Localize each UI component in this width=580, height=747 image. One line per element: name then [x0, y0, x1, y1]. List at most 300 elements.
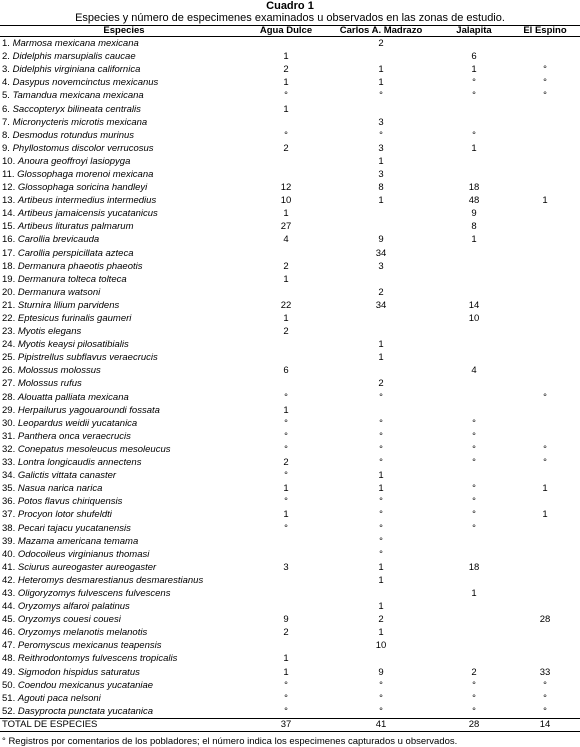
species-name: Dermanura tolteca tolteca — [17, 273, 127, 285]
count-agua-dulce: 2 — [283, 326, 289, 338]
count-el-espino: 33 — [539, 666, 551, 678]
count-jalapita — [438, 535, 510, 548]
table-row — [0, 273, 580, 286]
count-agua-dulce — [248, 247, 324, 260]
species-name: Myotis keaysi pilosatibialis — [17, 339, 129, 351]
species-cell — [0, 168, 248, 181]
row-number: 22. — [2, 313, 16, 325]
species-cell — [0, 443, 248, 456]
count-el-espino: ° — [543, 679, 547, 691]
table-row — [0, 482, 580, 495]
count-carlos-madrazo: ° — [379, 496, 383, 508]
species-cell — [0, 89, 248, 102]
table-row — [0, 561, 580, 574]
total-el-espino: 14 — [510, 718, 580, 731]
count-agua-dulce: ° — [284, 443, 288, 455]
total-row — [0, 718, 580, 731]
row-number: 52. — [2, 705, 16, 717]
count-jalapita — [438, 600, 510, 613]
count-el-espino — [510, 469, 580, 482]
count-jalapita: ° — [472, 129, 476, 141]
species-cell — [0, 37, 248, 51]
count-jalapita — [438, 574, 510, 587]
row-number: 5. — [2, 90, 10, 102]
row-number: 42. — [2, 574, 16, 586]
row-number: 28. — [2, 391, 16, 403]
count-agua-dulce: 1 — [283, 404, 289, 416]
row-number: 19. — [2, 273, 16, 285]
count-carlos-madrazo — [324, 273, 438, 286]
count-jalapita: 1 — [471, 587, 477, 599]
count-carlos-madrazo: 1 — [378, 155, 384, 167]
count-agua-dulce: ° — [284, 679, 288, 691]
species-cell — [0, 233, 248, 246]
count-jalapita — [438, 351, 510, 364]
species-name: Tamandua mexicana mexicana — [12, 90, 144, 102]
count-agua-dulce: ° — [284, 705, 288, 717]
row-number: 44. — [2, 601, 16, 613]
count-el-espino — [510, 247, 580, 260]
table-row — [0, 351, 580, 364]
species-cell — [0, 666, 248, 679]
table-row — [0, 626, 580, 639]
row-number: 23. — [2, 326, 16, 338]
species-cell — [0, 63, 248, 76]
species-cell — [0, 102, 248, 115]
count-el-espino — [510, 548, 580, 561]
count-agua-dulce — [248, 600, 324, 613]
row-number: 12. — [2, 182, 16, 194]
row-number: 20. — [2, 286, 16, 298]
species-name: Pipistrellus subflavus veraecrucis — [17, 352, 158, 364]
count-jalapita: 4 — [471, 365, 477, 377]
row-number: 30. — [2, 417, 16, 429]
count-jalapita — [438, 377, 510, 390]
count-jalapita: ° — [472, 430, 476, 442]
count-jalapita: 1 — [471, 234, 477, 246]
count-agua-dulce — [248, 116, 324, 129]
species-cell — [0, 548, 248, 561]
count-el-espino: ° — [543, 77, 547, 89]
count-agua-dulce: 2 — [283, 142, 289, 154]
table-row — [0, 76, 580, 89]
table-row — [0, 260, 580, 273]
count-jalapita — [438, 155, 510, 168]
row-number: 6. — [2, 103, 10, 115]
count-el-espino — [510, 377, 580, 390]
count-carlos-madrazo: ° — [379, 417, 383, 429]
count-carlos-madrazo: 1 — [378, 627, 384, 639]
species-cell — [0, 679, 248, 692]
table-row — [0, 600, 580, 613]
count-carlos-madrazo: ° — [379, 679, 383, 691]
header-carlos-madrazo: Carlos A. Madrazo — [324, 26, 438, 37]
species-name: Glossophaga soricina handleyi — [17, 182, 148, 194]
count-el-espino — [510, 102, 580, 115]
count-agua-dulce: ° — [284, 470, 288, 482]
count-el-espino — [510, 207, 580, 220]
count-jalapita — [438, 273, 510, 286]
row-number: 39. — [2, 535, 16, 547]
count-jalapita — [438, 639, 510, 652]
count-carlos-madrazo: ° — [379, 692, 383, 704]
count-el-espino — [510, 299, 580, 312]
count-carlos-madrazo: ° — [379, 391, 383, 403]
count-agua-dulce: 1 — [283, 313, 289, 325]
header-jalapita: Jalapita — [438, 26, 510, 37]
count-el-espino — [510, 561, 580, 574]
species-name: Myotis elegans — [17, 326, 82, 338]
row-number: 18. — [2, 260, 16, 272]
row-number: 21. — [2, 299, 16, 311]
count-carlos-madrazo: ° — [379, 443, 383, 455]
table-row — [0, 63, 580, 76]
count-el-espino — [510, 338, 580, 351]
table-row — [0, 495, 580, 508]
count-jalapita — [438, 116, 510, 129]
count-agua-dulce: 1 — [283, 208, 289, 220]
row-number: 4. — [2, 77, 10, 89]
species-cell — [0, 508, 248, 521]
row-number: 7. — [2, 116, 10, 128]
count-jalapita: 1 — [471, 142, 477, 154]
count-agua-dulce — [248, 168, 324, 181]
count-el-espino — [510, 404, 580, 417]
row-number: 10. — [2, 155, 16, 167]
species-cell — [0, 417, 248, 430]
table-row — [0, 37, 580, 51]
count-el-espino: 1 — [542, 195, 548, 207]
species-name: Galictis vittata canaster — [17, 470, 117, 482]
table-row — [0, 102, 580, 115]
table-row — [0, 652, 580, 665]
count-jalapita: ° — [472, 457, 476, 469]
species-cell — [0, 364, 248, 377]
row-number: 32. — [2, 443, 16, 455]
species-name: Didelphis marsupialis caucae — [12, 51, 136, 63]
table-row — [0, 377, 580, 390]
table-row — [0, 247, 580, 260]
species-cell — [0, 430, 248, 443]
total-jalapita: 28 — [438, 718, 510, 731]
table-row — [0, 417, 580, 430]
count-agua-dulce: 9 — [283, 614, 289, 626]
row-number: 49. — [2, 666, 16, 678]
species-name: Sciurus aureogaster aureogaster — [17, 561, 157, 573]
table-row — [0, 155, 580, 168]
count-agua-dulce — [248, 37, 324, 51]
count-el-espino — [510, 312, 580, 325]
table-row — [0, 220, 580, 233]
count-carlos-madrazo: 2 — [378, 378, 384, 390]
row-number: 8. — [2, 129, 10, 141]
count-jalapita — [438, 286, 510, 299]
species-cell — [0, 587, 248, 600]
count-carlos-madrazo: 1 — [378, 470, 384, 482]
count-carlos-madrazo — [324, 587, 438, 600]
count-jalapita — [438, 37, 510, 51]
count-jalapita — [438, 626, 510, 639]
count-carlos-madrazo: 1 — [378, 352, 384, 364]
total-agua-dulce: 37 — [248, 718, 324, 731]
species-name: Glossophaga morenoi mexicana — [17, 168, 154, 180]
count-jalapita: ° — [472, 679, 476, 691]
count-carlos-madrazo: 1 — [378, 77, 384, 89]
species-name: Procyon lotor shufeldti — [17, 509, 112, 521]
table-row — [0, 299, 580, 312]
count-jalapita — [438, 325, 510, 338]
row-number: 11. — [2, 168, 15, 180]
count-agua-dulce — [248, 377, 324, 390]
header-agua-dulce: Agua Dulce — [248, 26, 324, 37]
count-jalapita — [438, 404, 510, 417]
row-number: 51. — [2, 692, 16, 704]
count-agua-dulce: ° — [284, 496, 288, 508]
count-carlos-madrazo: 1 — [378, 64, 384, 76]
species-cell — [0, 482, 248, 495]
species-cell — [0, 260, 248, 273]
species-cell — [0, 76, 248, 89]
table-row — [0, 168, 580, 181]
table-row — [0, 391, 580, 404]
species-cell — [0, 639, 248, 652]
count-agua-dulce: 12 — [280, 182, 292, 194]
count-agua-dulce: ° — [284, 430, 288, 442]
species-cell — [0, 600, 248, 613]
count-carlos-madrazo: 3 — [378, 168, 384, 180]
species-name: Desmodus rotundus murinus — [12, 129, 135, 141]
count-carlos-madrazo: ° — [379, 509, 383, 521]
count-agua-dulce: 2 — [283, 457, 289, 469]
species-name: Panthera onca veraecrucis — [17, 430, 131, 442]
species-cell — [0, 652, 248, 665]
count-agua-dulce: 2 — [283, 260, 289, 272]
count-jalapita: ° — [472, 417, 476, 429]
species-cell — [0, 325, 248, 338]
species-name: Oryzomys melanotis melanotis — [17, 627, 148, 639]
count-carlos-madrazo: 1 — [378, 601, 384, 613]
count-carlos-madrazo — [324, 312, 438, 325]
count-agua-dulce — [248, 286, 324, 299]
species-cell — [0, 273, 248, 286]
count-el-espino: ° — [543, 391, 547, 403]
table-row — [0, 535, 580, 548]
table-row — [0, 338, 580, 351]
count-jalapita: 8 — [471, 221, 477, 233]
count-carlos-madrazo: ° — [379, 457, 383, 469]
count-el-espino — [510, 142, 580, 155]
count-el-espino — [510, 495, 580, 508]
count-agua-dulce: ° — [284, 692, 288, 704]
count-jalapita: 10 — [468, 313, 480, 325]
table-subtitle: Especies y número de especimenes examinados u observados en las zonas de estudio. — [75, 12, 505, 24]
table-row — [0, 508, 580, 521]
table-row — [0, 142, 580, 155]
table-row — [0, 50, 580, 63]
count-carlos-madrazo — [324, 404, 438, 417]
count-jalapita: 48 — [468, 195, 480, 207]
table-row — [0, 233, 580, 246]
count-agua-dulce: ° — [284, 391, 288, 403]
species-name: Agouti paca nelsoni — [17, 692, 101, 704]
count-el-espino — [510, 639, 580, 652]
table-row — [0, 705, 580, 719]
row-number: 24. — [2, 339, 16, 351]
count-carlos-madrazo: 2 — [378, 286, 384, 298]
table-row — [0, 312, 580, 325]
species-name: Coendou mexicanus yucataniae — [17, 679, 154, 691]
count-agua-dulce: 1 — [283, 51, 289, 63]
count-el-espino: ° — [543, 705, 547, 717]
row-number: 26. — [2, 365, 16, 377]
row-number: 2. — [2, 51, 10, 63]
species-cell — [0, 220, 248, 233]
count-agua-dulce: ° — [284, 417, 288, 429]
count-agua-dulce — [248, 535, 324, 548]
count-jalapita: 14 — [468, 299, 480, 311]
table-row — [0, 521, 580, 534]
row-number: 48. — [2, 653, 16, 665]
species-cell — [0, 574, 248, 587]
count-carlos-madrazo: 3 — [378, 142, 384, 154]
count-carlos-madrazo: 1 — [378, 561, 384, 573]
count-el-espino — [510, 129, 580, 142]
count-el-espino — [510, 37, 580, 51]
table-row — [0, 456, 580, 469]
species-table — [0, 25, 580, 732]
count-el-espino — [510, 652, 580, 665]
count-el-espino — [510, 574, 580, 587]
count-jalapita — [438, 260, 510, 273]
table-row — [0, 692, 580, 705]
count-jalapita: ° — [472, 522, 476, 534]
row-number: 43. — [2, 587, 16, 599]
count-el-espino — [510, 417, 580, 430]
count-el-espino — [510, 430, 580, 443]
count-agua-dulce: ° — [284, 90, 288, 102]
count-jalapita: ° — [472, 77, 476, 89]
count-agua-dulce: 22 — [280, 299, 292, 311]
species-cell — [0, 351, 248, 364]
count-jalapita — [438, 469, 510, 482]
count-el-espino — [510, 155, 580, 168]
table-row — [0, 404, 580, 417]
count-el-espino — [510, 233, 580, 246]
species-cell — [0, 535, 248, 548]
species-cell — [0, 155, 248, 168]
count-agua-dulce: ° — [284, 129, 288, 141]
count-carlos-madrazo: 9 — [378, 666, 384, 678]
count-el-espino — [510, 168, 580, 181]
row-number: 33. — [2, 457, 16, 469]
count-jalapita: 18 — [468, 561, 480, 573]
count-agua-dulce: 2 — [283, 64, 289, 76]
count-carlos-madrazo: 3 — [378, 260, 384, 272]
count-agua-dulce: 4 — [283, 234, 289, 246]
table-row — [0, 207, 580, 220]
count-jalapita: 6 — [471, 51, 477, 63]
species-cell — [0, 377, 248, 390]
species-name: Didelphis virginiana californica — [12, 64, 141, 76]
species-name: Molossus molossus — [17, 365, 101, 377]
table-row — [0, 129, 580, 142]
species-cell — [0, 692, 248, 705]
count-jalapita — [438, 102, 510, 115]
count-carlos-madrazo: 34 — [375, 247, 387, 259]
row-number: 34. — [2, 470, 16, 482]
table-row — [0, 613, 580, 626]
count-carlos-madrazo: ° — [379, 430, 383, 442]
species-cell — [0, 391, 248, 404]
count-carlos-madrazo — [324, 50, 438, 63]
species-name: Leopardus weidii yucatanica — [17, 417, 138, 429]
row-number: 46. — [2, 627, 16, 639]
count-carlos-madrazo: ° — [379, 705, 383, 717]
row-number: 25. — [2, 352, 16, 364]
count-jalapita: ° — [472, 90, 476, 102]
species-cell — [0, 299, 248, 312]
count-el-espino — [510, 535, 580, 548]
count-el-espino: ° — [543, 692, 547, 704]
row-number: 17. — [2, 247, 16, 259]
table-row — [0, 639, 580, 652]
row-number: 27. — [2, 378, 16, 390]
species-cell — [0, 705, 248, 719]
species-cell — [0, 521, 248, 534]
species-name: Nasua narica narica — [17, 483, 103, 495]
species-name: Lontra longicaudis annectens — [17, 457, 142, 469]
count-jalapita: 18 — [468, 182, 480, 194]
row-number: 1. — [2, 38, 10, 50]
count-jalapita: 2 — [471, 666, 477, 678]
species-cell — [0, 129, 248, 142]
species-name: Pecari tajacu yucatanensis — [17, 522, 131, 534]
species-name: Conepatus mesoleucus mesoleucus — [17, 443, 171, 455]
count-el-espino — [510, 50, 580, 63]
count-el-espino — [510, 181, 580, 194]
count-jalapita: ° — [472, 509, 476, 521]
count-agua-dulce: 10 — [280, 195, 292, 207]
species-name: Alouatta palliata mexicana — [17, 391, 129, 403]
count-agua-dulce: 1 — [283, 273, 289, 285]
table-body — [0, 37, 580, 719]
count-agua-dulce: 6 — [283, 365, 289, 377]
species-name: Molossus rufus — [17, 378, 82, 390]
row-number: 41. — [2, 561, 16, 573]
row-number: 38. — [2, 522, 16, 534]
row-number: 31. — [2, 430, 16, 442]
species-cell — [0, 181, 248, 194]
row-number: 14. — [2, 208, 16, 220]
species-name: Dermanura watsoni — [17, 286, 101, 298]
count-agua-dulce — [248, 351, 324, 364]
count-el-espino — [510, 116, 580, 129]
count-el-espino — [510, 626, 580, 639]
count-agua-dulce — [248, 155, 324, 168]
count-agua-dulce: 2 — [283, 627, 289, 639]
species-cell — [0, 495, 248, 508]
count-agua-dulce: 3 — [283, 561, 289, 573]
row-number: 36. — [2, 496, 16, 508]
count-el-espino — [510, 351, 580, 364]
table-row — [0, 364, 580, 377]
count-el-espino: 28 — [539, 614, 551, 626]
species-name: Saccopteryx bilineata centralis — [12, 103, 141, 115]
count-jalapita — [438, 613, 510, 626]
species-name: Eptesicus furinalis gaumeri — [17, 313, 132, 325]
count-carlos-madrazo — [324, 364, 438, 377]
count-el-espino: ° — [543, 443, 547, 455]
